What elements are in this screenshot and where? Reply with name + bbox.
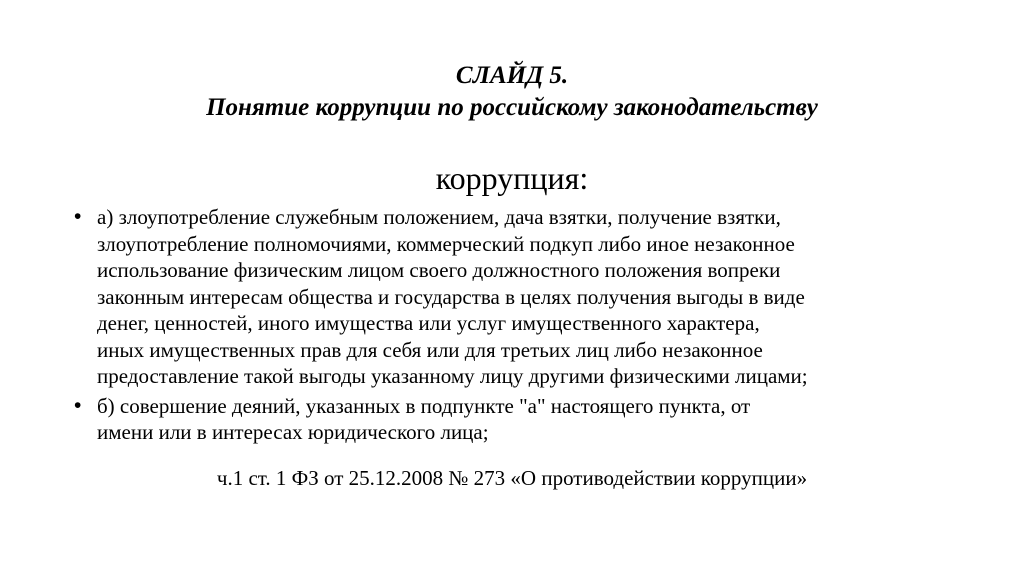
definition-item-a	[74, 204, 974, 390]
definition-item-a-text	[97, 204, 974, 390]
slide-title-line-1: СЛАЙД 5.	[455, 62, 569, 89]
text-line: денег, ценностей, иного имущества или услуг имущественного характера,	[97, 311, 760, 335]
slide-title	[0, 60, 1024, 124]
text-line: иных имущественных прав для себя или для третьих лиц либо незаконное	[97, 337, 763, 362]
definition-item-b	[74, 393, 974, 446]
definition-item-b-text	[97, 393, 974, 446]
text-line: законным интересам общества и государства в целях получения выгоды в виде	[97, 284, 805, 309]
law-citation: ч.1 ст. 1 ФЗ от 25.12.2008 № 273 «О противодействии коррупции»	[216, 466, 808, 490]
text-line: б) совершение деяний, указанных в подпункте "а" настоящего пункта, от	[97, 393, 751, 418]
text-line: злоупотребление полномочиями, коммерческий подкуп либо иное незаконное	[97, 231, 795, 256]
definition-list	[74, 204, 974, 449]
text-line: а) злоупотребление служебным положением, дача взятки, получение взятки,	[97, 205, 781, 229]
text-line: имени или в интересах юридического лица;	[97, 420, 489, 444]
text-line: предоставление такой выгоды указанному лицу другими физическими лицами;	[97, 364, 808, 388]
slide-subtitle: коррупция:	[435, 160, 589, 196]
bullet-marker: •	[74, 205, 82, 228]
bullet-marker: •	[74, 393, 82, 417]
slide-title-line-2: Понятие коррупции по российскому законодательству	[206, 94, 818, 121]
text-line: использование физическим лицом своего должностного положения вопреки	[97, 258, 781, 282]
